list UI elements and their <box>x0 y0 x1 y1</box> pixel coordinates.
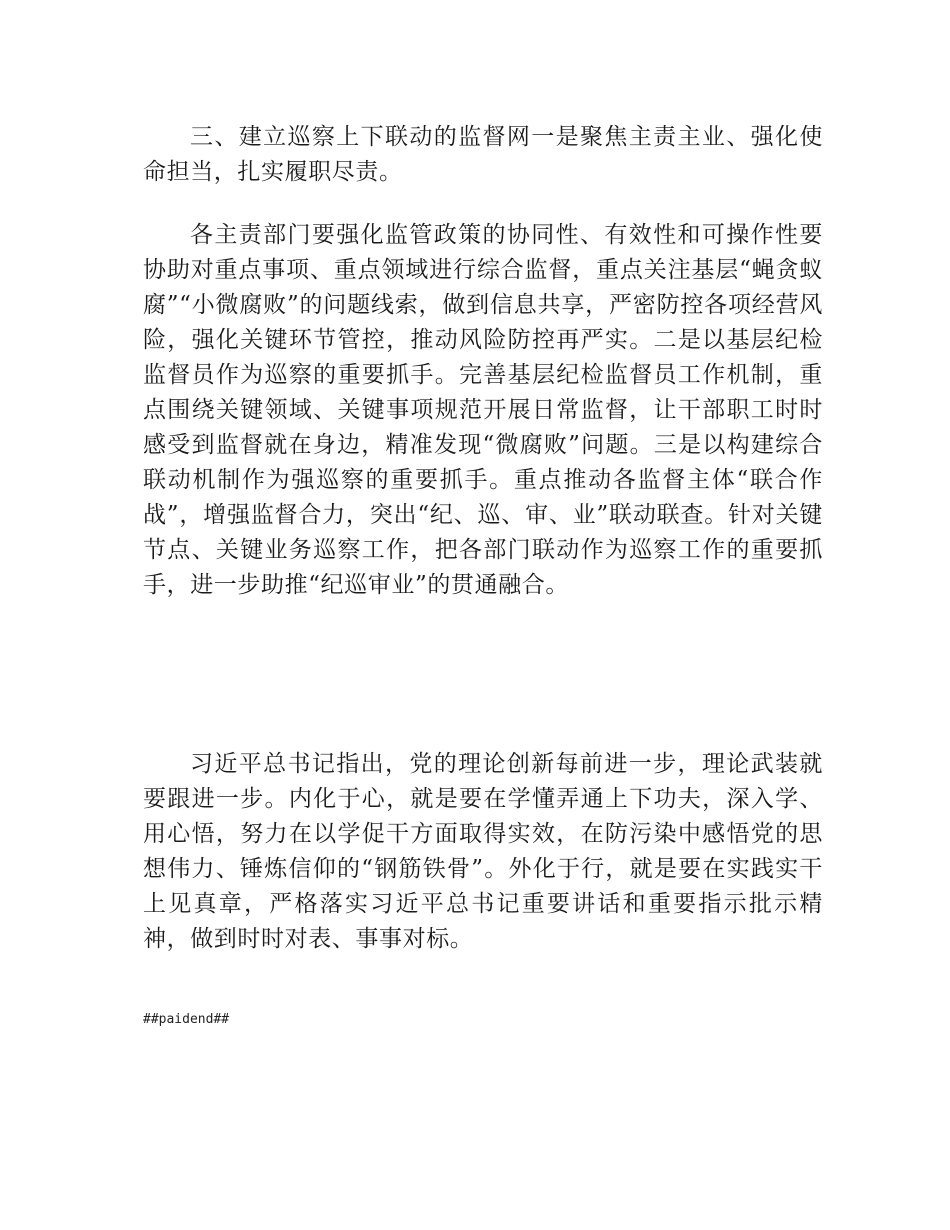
paragraph-3: 习近平总书记指出，党的理论创新每前进一步，理论武装就要跟进一步。内化于心，就是要在学懂弄通上下功夫，深入学、用心悟，努力在以学促干方面取得实效，在防污染中感悟党的思想伟力、锤炼信仰的“钢筋铁骨”。外化于行，就是要在实践实干上见真章，严格落实习近平总书记重要讲话和重要指示批示精神，做到时时对表、事事对标。 <box>143 751 823 952</box>
paid-end-marker: ##paidend## <box>143 1012 230 1027</box>
paragraph-1: 三、建立巡察上下联动的监督网一是聚焦主责主业、强化使命担当，扎实履职尽责。 <box>143 124 823 185</box>
paragraph-2: 各主责部门要强化监管政策的协同性、有效性和可操作性要协助对重点事项、重点领域进行综合监督，重点关注基层“蝇贪蚁腐”“小微腐败”的问题线索，做到信息共享，严密防控各项经营风险，强化关键环节管控，推动风险防控再严实。二是以基层纪检监督员作为巡察的重要抓手。完善基层纪检监督员工作机制，重点围绕关键领域、关键事项规范开展日常监督，让干部职工时时感受到监督就在身边，精准发现“微腐败”问题。三是以构建综合联动机制作为强巡察的重要抓手。重点推动各监督主体“联合作战”，增强监督合力，突出“纪、巡、审、业”联动联查。针对关键节点、关键业务巡察工作，把各部门联动作为巡察工作的重要抓手，进一步助推“纪巡审业”的贯通融合。 <box>143 222 823 598</box>
